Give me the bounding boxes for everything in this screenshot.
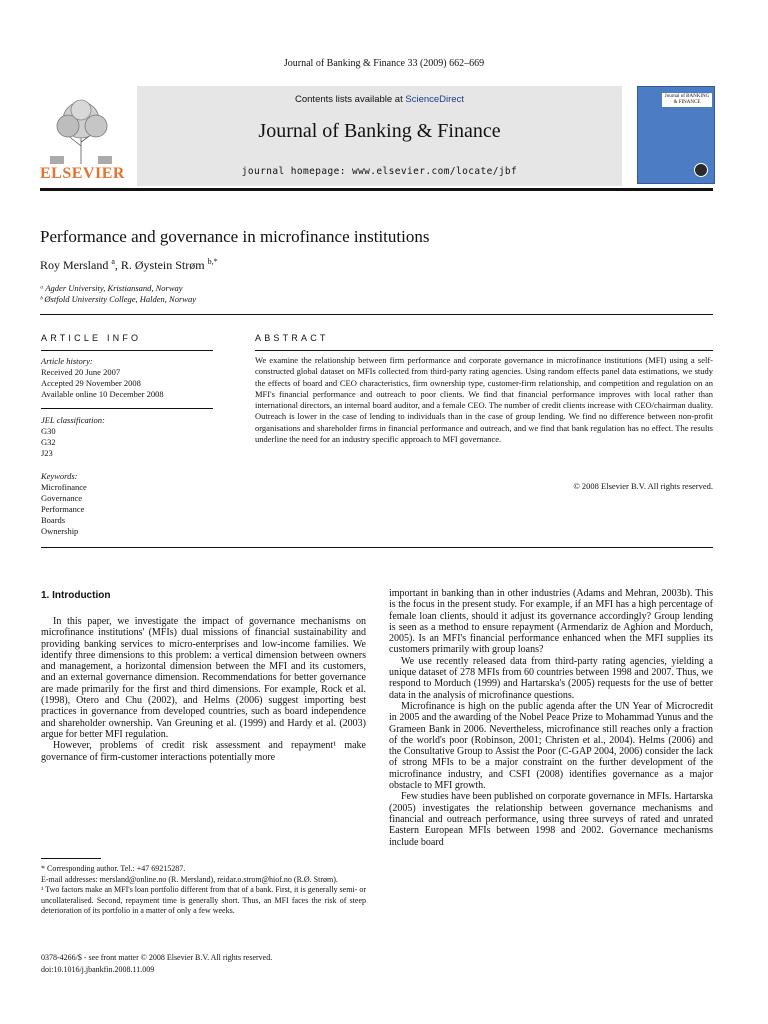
info-rule-mid <box>41 408 213 409</box>
paragraph: Few studies have been published on corporate governance in MFIs. Hartarska (2005) investigates the relationship between governance mechanisms and financial and outreach performance, using three surveys of rated and unrated Eastern European MFIs between 1998 and 2002. Governance mechanisms include board <box>389 791 713 848</box>
paragraph: In this paper, we investigate the impact of governance mechanisms on microfinance institutions' (MFIs) dual missions of financial sustainability and providing banking services to micro-enterprises and low-income families. We identify three dimensions to this problem: a vertical dimension between owners and management, a horizontal dimension between the MFI and its customers, and an external governance dimension. Recommendations for better governance are made primarily for the first and third dimensions. For example, Rock et al. (1998), Otero and Chu (2002), and Helms (2006) suggest importing best practices in governance from developed countries, such as board independence and shareholder ownership. Van Greuning et al. (1999) and Hardy et al. (2003) argue for better MFI regulation. <box>41 616 366 740</box>
keywords <box>41 471 87 537</box>
paragraph: important in banking than in other industries (Adams and Mehran, 2003b). This is the focus in the present study. For example, if an MFI has a high percentage of female loan clients, should it adjust its governance accordingly? Group lending is seen as a method to ensure repayment (Armendariz de Aghion and Morduch, 2005). Is an MFI's financial performance enhanced when the MFI supplies its customers primarily with group loans? <box>389 588 713 656</box>
author-2-affil-mark: b,* <box>207 257 218 266</box>
body-column-right <box>389 588 713 848</box>
jel-classification <box>41 415 105 459</box>
authors <box>40 257 218 273</box>
author-2: , R. Øystein Strøm <box>114 258 205 272</box>
history-online: Available online 10 December 2008 <box>41 389 164 399</box>
cover-label: Journal of BANKING & FINANCE <box>662 93 712 107</box>
journal-reference: Journal of Banking & Finance 33 (2009) 662–669 <box>283 58 485 69</box>
title-rule <box>40 314 713 315</box>
paragraph: We use recently released data from third-party rating agencies, yielding a unique dataset of 278 MFIs from 60 countries between 1998 and 2007. Thus, we respond to Morduch (1999) and Hartarska's (2005) requests for the use of better data in the analysis of microfinance questions. <box>389 655 713 701</box>
history-heading: Article history: <box>41 356 93 366</box>
author-1: Roy Mersland <box>40 258 109 272</box>
history-accepted: Accepted 29 November 2008 <box>41 378 141 388</box>
affiliation-a: ᵃ Agder University, Kristiansand, Norway <box>40 283 183 293</box>
journal-cover-image <box>637 86 715 184</box>
abstract-rule-bottom <box>41 547 713 548</box>
jel-code: G32 <box>41 437 56 447</box>
contents-prefix: Contents lists available at <box>295 94 406 105</box>
jel-code: J23 <box>41 448 53 458</box>
footnotes <box>41 864 366 917</box>
footnote-1: ¹ Two factors make an MFI's loan portfolio different from that of a bank. First, it is generally semi- or uncollateralised. Second, repayment time is generally short. Thus, an MFI faces the risk of steep deterioration of its portfolio in a matter of only a few weeks. <box>41 885 366 915</box>
sciencedirect-link[interactable]: ScienceDirect <box>405 94 464 105</box>
abstract-rule-top <box>255 350 713 351</box>
keyword: Governance <box>41 493 83 503</box>
abstract-copyright: © 2008 Elsevier B.V. All rights reserved. <box>573 481 713 491</box>
info-rule-top <box>41 350 213 351</box>
jel-heading: JEL classification: <box>41 415 105 425</box>
affiliation-b: ᵇ Østfold University College, Halden, Norway <box>40 294 196 304</box>
keywords-heading: Keywords: <box>41 471 78 481</box>
cover-emblem <box>694 163 708 177</box>
journal-homepage[interactable]: journal homepage: www.elsevier.com/locate/jbf <box>241 166 518 177</box>
author-1-affil-mark: a <box>111 257 115 266</box>
paragraph: However, problems of credit risk assessment and repayment¹ make governance of firm-customer interactions potentially more <box>41 740 366 763</box>
paper-title: Performance and governance in microfinance institutions <box>40 227 430 246</box>
header-rule <box>40 188 713 191</box>
keyword: Ownership <box>41 526 79 536</box>
keyword: Boards <box>41 515 66 525</box>
journal-title: Journal of Banking & Finance <box>258 120 501 142</box>
elsevier-tree-logo <box>40 96 122 166</box>
corresponding-author-note: * Corresponding author. Tel.: +47 69215287. <box>41 864 186 873</box>
article-info-label: ARTICLE INFO <box>41 333 142 343</box>
abstract-label: ABSTRACT <box>255 333 329 343</box>
abstract-text: We examine the relationship between firm performance and corporate governance in microfinance institutions (MFI) using a self-constructed global dataset on MFIs collected from third-party rating agencies. Using random effects panel data estimations, we study the effects of board and CEO characteristics, firm ownership type, customer-firm relationship, and competition and regulation on an MFI's financial performance and outreach to poor clients. We find that financial performance improves with local rather than international directors, an internal board auditor, and a female CEO. The number of credit clients increase with CEO/chairman duality. Outreach is lower in the case of lending to individuals than in the case of group lending. We find no difference between non-profit organisations and shareholder firms in financial performance and outreach, and we find that bank regulation has no effect. The results underline the need for an industry specific approach to MFI governance. <box>255 355 713 445</box>
body-column-left <box>41 616 366 763</box>
paragraph: Microfinance is high on the public agenda after the UN Year of Microcredit in 2005 and the awarding of the Nobel Peace Prize to Mohammad Yunus and the Grameen Bank in 2006. Nevertheless, microfinance still reaches only a fraction of the world's poor (Robinson, 2001; Christen et al., 2004). Helms (2006) and the Consultative Group to Assist the Poor (C-GAP 2004, 2006) consider the lack of strong MFIs to be a major constraint on the further development of the microfinance industry, and CSFI (2008) identifies governance as a major obstacle to MFI growth. <box>389 700 713 792</box>
email-addresses: E-mail addresses: mersland@online.no (R. Mersland), reidar.o.strom@hiof.no (R.Ø. Strøm). <box>41 874 338 884</box>
keyword: Microfinance <box>41 482 87 492</box>
elsevier-wordmark: ELSEVIER <box>40 165 125 182</box>
keyword: Performance <box>41 504 85 514</box>
section-heading-introduction: 1. Introduction <box>41 590 111 601</box>
contents-line <box>137 94 622 105</box>
issn-line: 0378-4266/$ - see front matter © 2008 Elsevier B.V. All rights reserved. <box>41 953 273 962</box>
doi-line[interactable]: doi:10.1016/j.jbankfin.2008.11.009 <box>41 965 155 974</box>
article-history <box>41 356 164 400</box>
jel-code: G30 <box>41 426 56 436</box>
footnote-rule <box>41 858 101 859</box>
history-received: Received 20 June 2007 <box>41 367 121 377</box>
